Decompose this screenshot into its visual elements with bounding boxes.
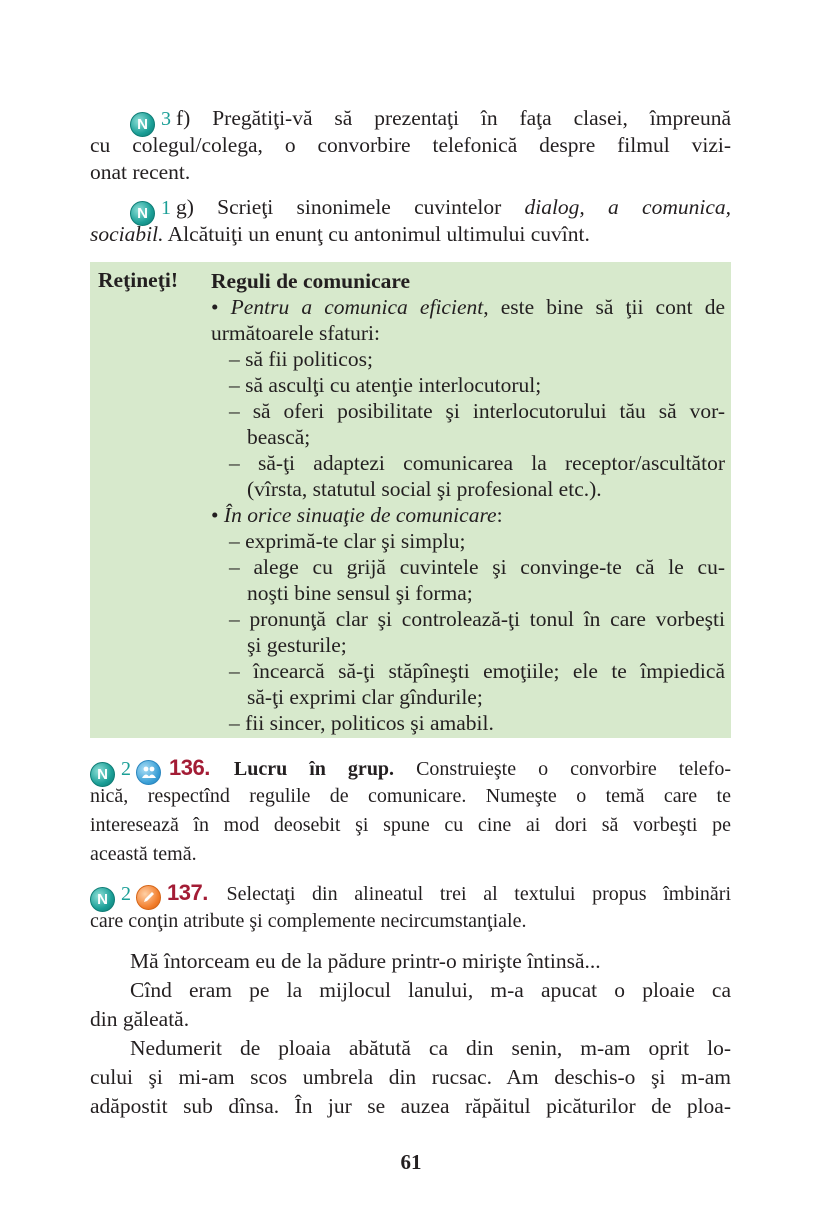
group-work-icon <box>136 760 161 785</box>
page-number: 61 <box>400 1150 422 1174</box>
story-line: Cînd eram pe la mijlocul lanului, m-a apucat o ploaie ca <box>130 978 731 1002</box>
rules-title: Reguli de comunicare <box>211 269 411 293</box>
story-line: cului şi mi-am scos umbrela din rucsac. Am deschis-o şi m-am <box>90 1065 731 1089</box>
n-badge-icon: N <box>90 887 115 912</box>
rule-item: – fii sincer, politicos şi amabil. <box>229 711 494 735</box>
rule-item-cont: (vîrsta, statutul social şi profesional etc.). <box>247 477 602 501</box>
exercise-3f-line-1: N 3 f) Pregătiţi-vă să prezentaţi în faţa clasei, împreună <box>90 105 731 132</box>
bullet-2: • În orice sinuaţie de comunicare: <box>211 503 503 527</box>
exercise-1g-line-1: N 1 g) Scrieţi sinonimele cuvintelor dialog, a comunica, <box>90 194 731 221</box>
rule-item: – să oferi posibilitate şi interlocutorului tău să vor- <box>229 399 725 423</box>
story-line: Nedumerit de ploaia abătută ca din senin, m-am oprit lo- <box>130 1036 731 1060</box>
exercise-136-line-4: această temă. <box>90 843 197 865</box>
rule-item-cont: să-ţi exprimi clar gîndurile; <box>247 685 483 709</box>
story-line: Mă întorceam eu de la pădure printr-o mirişte întinsă... <box>130 949 601 973</box>
n-badge-icon: N <box>130 112 155 137</box>
story-text <box>90 947 731 1121</box>
exercise-1g <box>90 194 731 248</box>
level-number: 1 <box>161 197 171 219</box>
story-line: adăpostit sub dînsa. În jur se auzea răpăitul picăturilor de ploa- <box>90 1094 731 1118</box>
rule-item: – încearcă să-ţi stăpîneşti emoţiile; ele te împiedică <box>229 659 725 683</box>
level-number: 3 <box>161 108 171 130</box>
exercise-136-line-1: N 2 136. Lucru în grup. Construieşte o convorbire telefo- <box>90 753 731 782</box>
story-line: din găleată. <box>90 1007 190 1031</box>
exercise-3f <box>90 105 731 186</box>
n-badge-icon: N <box>130 201 155 226</box>
exercise-137-line-1: N 2 137. Selectaţi din alineatul trei al textului propus îmbinări <box>90 878 731 907</box>
exercise-3f-line-3: onat recent. <box>90 160 191 184</box>
remember-label: Reţineţi! <box>98 268 178 292</box>
bullet-1: • Pentru a comunica eficient, este bine să ţii cont de <box>211 295 725 319</box>
rule-item: – să fii politicos; <box>229 347 373 371</box>
rule-item-cont: noşti bine sensul şi forma; <box>247 581 473 605</box>
exercise-136 <box>90 753 731 869</box>
remember-box <box>90 262 731 738</box>
exercise-1g-line-2: sociabil. Alcătuiţi un enunţ cu antonimul ultimului cuvînt. <box>90 222 590 246</box>
exercise-3f-line-2: cu colegul/colega, o convorbire telefonică despre filmul vizi- <box>90 133 731 157</box>
rule-item: – să-ţi adaptezi comunicarea la receptor/ascultător <box>229 451 725 475</box>
exercise-number: 136. <box>169 755 210 780</box>
bullet-1-line-2: următoarele sfaturi: <box>211 321 380 345</box>
exercise-number: 137. <box>167 880 208 905</box>
n-badge-icon: N <box>90 762 115 787</box>
rule-item-cont: şi gesturile; <box>247 633 347 657</box>
rule-item: – alege cu grijă cuvintele şi convinge-te că le cu- <box>229 555 725 579</box>
remember-body <box>211 268 725 736</box>
exercise-136-line-3: interesează în mod deosebit şi spune cu cine ai dori să vorbeşti pe <box>90 814 731 836</box>
exercise-137-line-2: care conţin atribute şi complemente necircumstanţiale. <box>90 910 527 932</box>
rule-item-cont: bească; <box>247 425 311 449</box>
exercise-137 <box>90 878 731 936</box>
rule-item: – să asculţi cu atenţie interlocutorul; <box>229 373 542 397</box>
rule-item: – pronunţă clar şi controlează-ţi tonul în care vorbeşti <box>229 607 725 631</box>
pencil-icon <box>136 885 161 910</box>
rule-item: – exprimă-te clar şi simplu; <box>229 529 466 553</box>
level-number: 2 <box>121 758 131 780</box>
level-number: 2 <box>121 883 131 905</box>
exercise-136-line-2: nică, respectînd regulile de comunicare. Numeşte o temă care te <box>90 785 731 807</box>
